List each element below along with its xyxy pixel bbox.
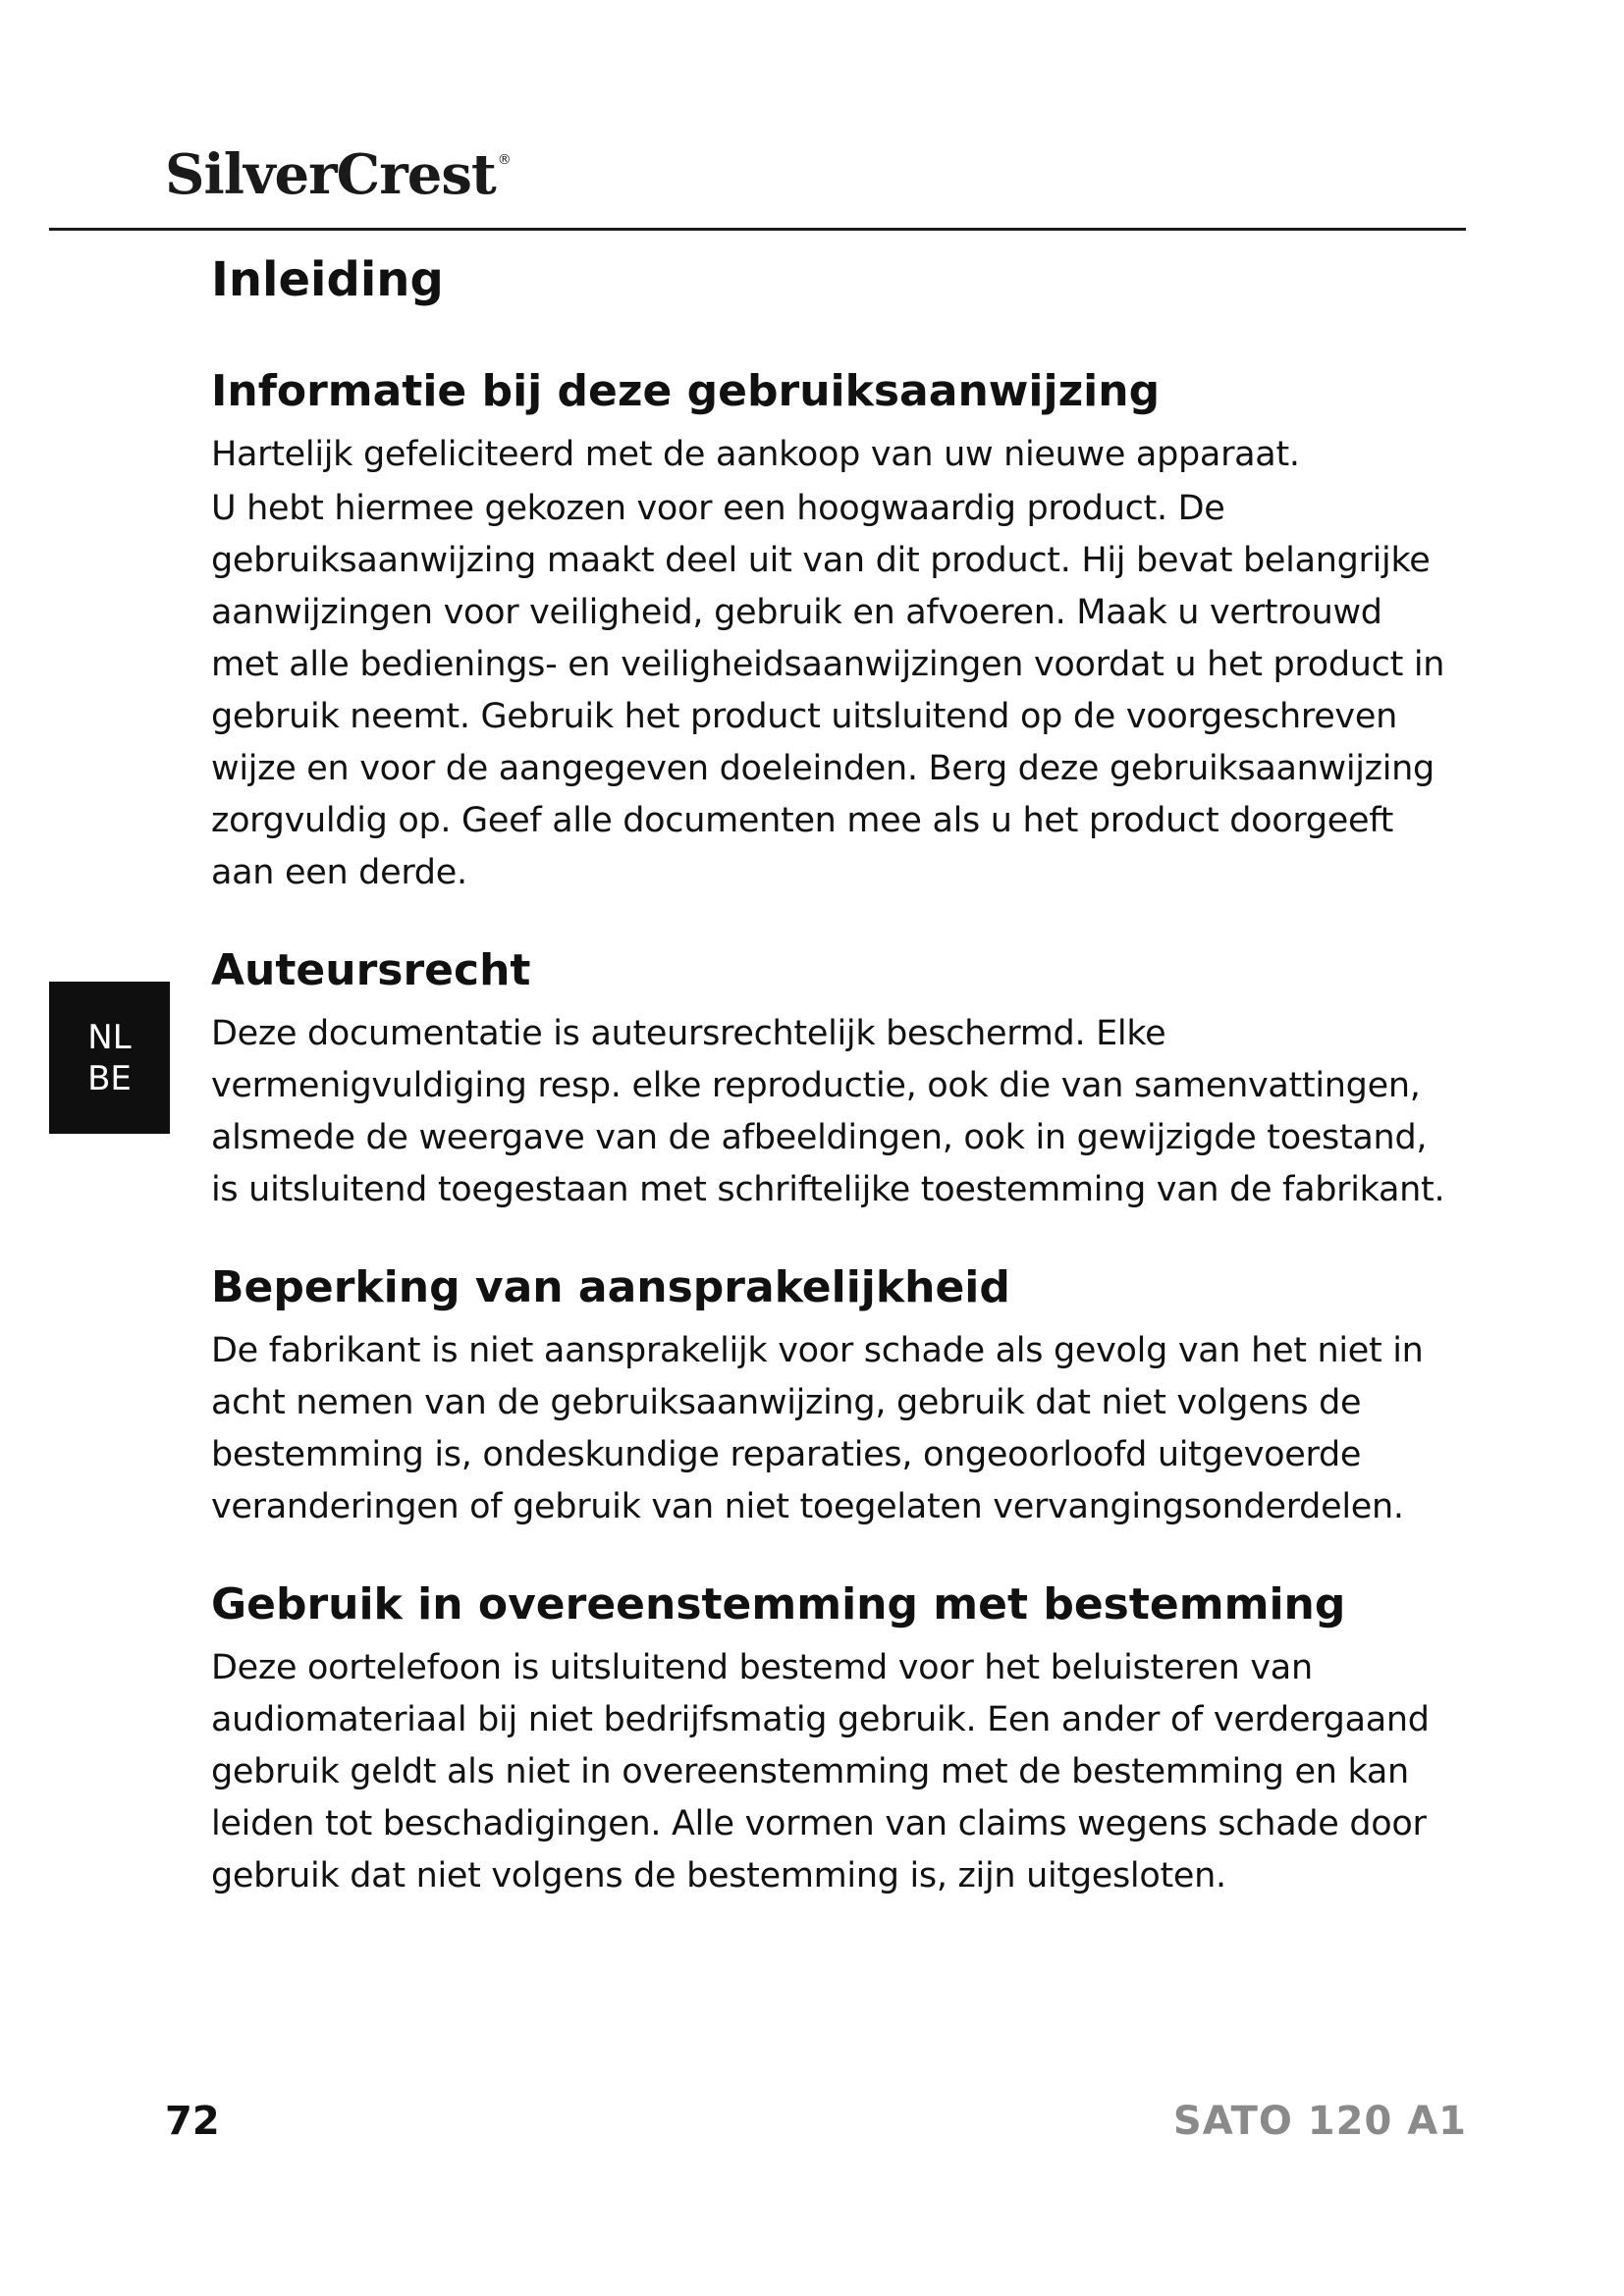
- language-code-be: BE: [87, 1058, 132, 1098]
- section-paragraph: U hebt hiermee gekozen voor een hoogwaardig product. De gebruiksaanwijzing maakt deel uit van dit product. Hij bevat belangrijke aanwijzingen voor veiligheid, gebruik en afvoeren. Maak u vertrouwd met alle bedienings- en veiligheidsaanwijzingen voordat u het product in gebruik neemt. Gebruik het product uitsluitend op de voorgeschreven wijze en voor de aangegeven doeleinden. Berg deze gebruiksaanwijzing zorgvuldig op. Geef alle documenten mee als u het product doorgeeft aan een derde.: [211, 489, 1445, 892]
- section-paragraph: Hartelijk gefeliciteerd met de aankoop van uw nieuwe apparaat.: [211, 435, 1300, 474]
- brand-logo: [165, 142, 511, 207]
- page-title: Inleiding: [211, 252, 444, 307]
- model-name: SATO 120 A1: [1172, 2099, 1467, 2144]
- registered-mark: ®: [497, 152, 511, 168]
- language-tab: [49, 982, 170, 1134]
- header-divider: [49, 228, 1466, 231]
- section-heading: Gebruik in overeenstemming met bestemming: [211, 1579, 1346, 1629]
- section-copyright: [211, 943, 1448, 1216]
- section-paragraph: Deze oortelefoon is uitsluitend bestemd voor het beluisteren van audiomateriaal bij niet bedrijfsmatig gebruik. Een ander of verdergaand gebruik geldt als niet in overeenstemming met de bestemming en kan leiden tot beschadigingen. Alle vormen van claims wegens schade door gebruik dat niet volgens de bestemming is, zijn uitgesloten.: [211, 1648, 1430, 1896]
- brand-name: SilverCrest: [165, 142, 496, 207]
- section-heading: Auteursrecht: [211, 945, 531, 995]
- section-paragraph: De fabrikant is niet aansprakelijk voor schade als gevolg van het niet in acht nemen van de gebruiksaanwijzing, gebruik dat niet volgens de bestemming is, ondeskundige reparaties, ongeoorloofd uitgevoerde veranderingen of gebruik van niet toegelaten vervangingsonderdelen.: [211, 1331, 1424, 1526]
- section-intended-use: [211, 1577, 1448, 1902]
- section-paragraph: Deze documentatie is auteursrechtelijk beschermd. Elke vermenigvuldiging resp. elke reproductie, ook die van samenvattingen, alsmede de weergave van de afbeeldingen, ook in gewijzigde toestand, is uitsluitend toegestaan met schriftelijke toestemming van de fabrikant.: [211, 1014, 1445, 1209]
- page-number: 72: [165, 2099, 220, 2144]
- main-content: [211, 250, 1448, 1947]
- language-code-nl: NL: [87, 1017, 132, 1057]
- section-info: [211, 364, 1448, 899]
- section-heading: Informatie bij deze gebruiksaanwijzing: [211, 366, 1161, 416]
- section-heading: Beperking van aansprakelijkheid: [211, 1262, 1010, 1312]
- section-liability: [211, 1260, 1448, 1533]
